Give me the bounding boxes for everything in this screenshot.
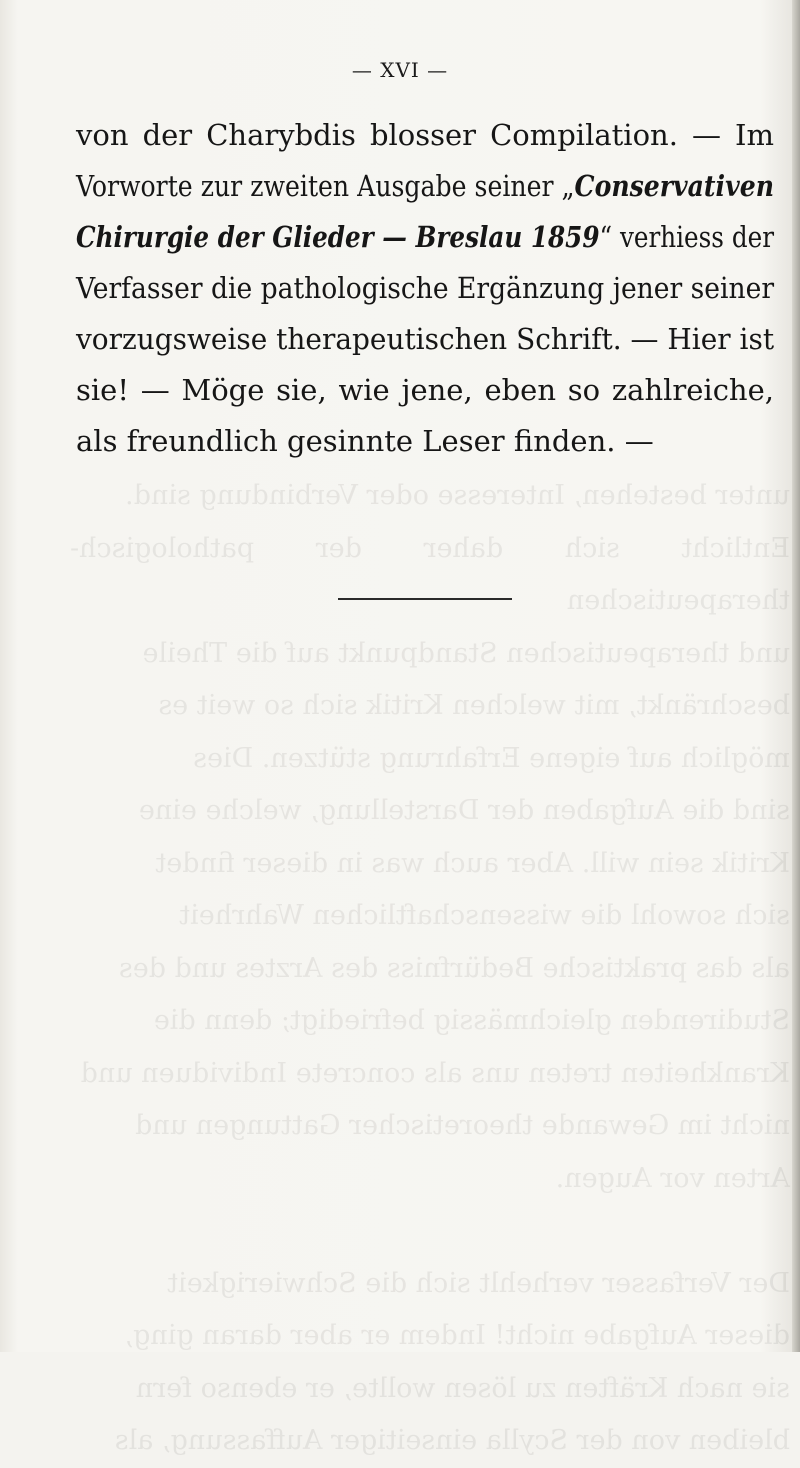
text-line-7 [76,416,774,467]
text-line-2-content: Vorworte zur zweiten Ausgabe seiner „ [76,169,575,203]
book-title-part-1: Conservativen [574,169,774,203]
body-text [76,110,774,467]
page-number-header: — XVI — [351,58,449,82]
section-divider-rule [338,598,512,600]
text-line-3 [76,212,774,263]
text-line-7-content: als freundlich gesinnte Leser finden. — [76,424,654,458]
text-line-5 [76,314,774,365]
text-line-2 [76,161,774,212]
text-line-6-content: sie! — Möge sie, wie jene, eben so zahlreiche, [76,373,774,407]
text-line-5-content: vorzugsweise therapeutischen Schrift. — Hier ist [76,322,775,356]
book-title-part-2: Chirurgie der Glieder — Breslau 1859 [76,220,600,254]
text-line-3-content: “ verhiess der [599,220,774,254]
text-line-4 [76,263,774,314]
page-edge-shadow [792,0,800,1352]
bleed-through-text: unter bestehen, Interesse oder Verbindung sind. Entlicht sich daher der pathologisch-therapeutischen und therapeutischen Standpunkt auf die Theile beschränkt, mit welchen Kritik sich so weit es möglich auf eigene Erfahrung stützen. Dies sind die Aufgaben der Darstellung, welche eine Kritik sein will. Aber auch was in dieser findet sich sowohl die wissenschaftlichen Wahrheit als das praktische Bedürfniss des Arztes und des Studirenden gleichmässig befriedigt; denn die Krankheiten treten uns als concrete Individuen und nicht im Gewande theoretischer Gattungen und Arten vor Augen. Der Verfasser verhehlt sich die Schwierigkeit dieser Aufgabe nicht! Indem er aber daran ging, sie nach Kräften zu lösen wollte, er ebenso fern bleiben von der Scylla einseitiger Auffassung, als [70,480,790,1456]
text-line-4-content: Verfasser die pathologische Ergänzung jener seiner [76,271,775,305]
text-line-1-content: von der Charybdis blosser Compilation. — Im [76,118,774,152]
text-line-6 [76,365,774,416]
text-line-1 [76,110,774,161]
